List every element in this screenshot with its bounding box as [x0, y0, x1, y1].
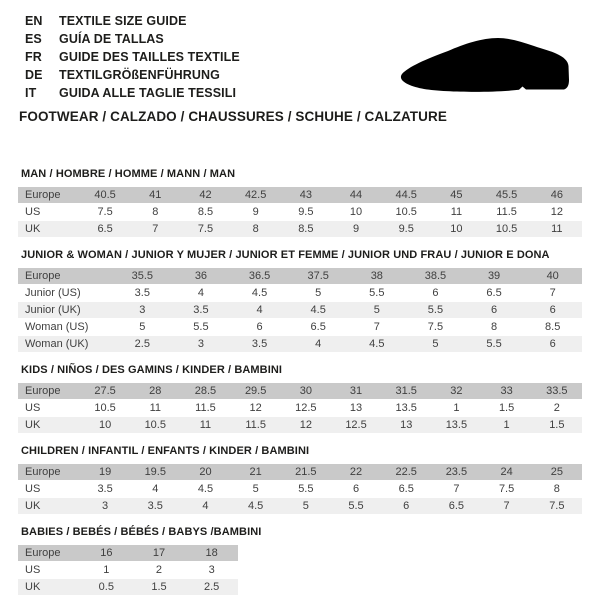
size-value: 6 — [523, 336, 582, 353]
size-value: 5 — [281, 498, 331, 515]
size-value: 2 — [532, 400, 582, 417]
row-label: US — [18, 204, 80, 221]
size-value: 12 — [231, 400, 281, 417]
size-table-children — [18, 464, 582, 515]
size-value: 20 — [180, 464, 230, 481]
size-value: 9 — [331, 221, 381, 238]
row-label: UK — [18, 221, 80, 238]
size-table-man — [18, 187, 582, 238]
table-row-europe — [18, 545, 238, 562]
size-value: 5 — [231, 481, 281, 498]
row-label: UK — [18, 579, 80, 596]
size-value: 7 — [523, 285, 582, 302]
size-value: 5.5 — [406, 302, 465, 319]
size-value: 2 — [133, 562, 186, 579]
size-value: 6 — [331, 481, 381, 498]
size-value: 6.5 — [431, 498, 481, 515]
language-row-fr — [25, 48, 240, 66]
size-value: 11.5 — [231, 417, 281, 434]
size-value: 4.5 — [231, 498, 281, 515]
table-row-uk — [18, 498, 582, 515]
size-value: 7.5 — [406, 319, 465, 336]
size-value: 8.5 — [281, 221, 331, 238]
size-value: 4 — [172, 285, 231, 302]
size-value: 5 — [289, 285, 348, 302]
size-value: 45 — [431, 187, 481, 204]
size-value: 4 — [180, 498, 230, 515]
size-value: 38.5 — [406, 268, 465, 285]
table-row-us — [18, 562, 238, 579]
size-value: 5 — [113, 319, 172, 336]
size-value: 12 — [532, 204, 582, 221]
section-man — [18, 168, 582, 238]
size-value: 40 — [523, 268, 582, 285]
size-value: 8.5 — [180, 204, 230, 221]
language-row-de — [25, 66, 240, 84]
language-row-en — [25, 12, 240, 30]
size-value: 3 — [185, 562, 238, 579]
size-value: 25 — [532, 464, 582, 481]
section-junior-woman — [18, 249, 582, 353]
size-value: 44.5 — [381, 187, 431, 204]
size-value: 7 — [130, 221, 180, 238]
category-title: FOOTWEAR / CALZADO / CHAUSSURES / SCHUHE / CALZATURE — [19, 109, 447, 124]
size-value: 8 — [532, 481, 582, 498]
size-value: 3 — [80, 498, 130, 515]
size-value: 24 — [482, 464, 532, 481]
size-value: 5.5 — [281, 481, 331, 498]
size-value: 28.5 — [180, 383, 230, 400]
language-code: ES — [25, 32, 42, 46]
section-babies — [18, 526, 582, 596]
size-value: 11 — [180, 417, 230, 434]
size-value: 5 — [406, 336, 465, 353]
size-value: 6 — [230, 319, 289, 336]
size-value: 13 — [331, 400, 381, 417]
size-value: 42.5 — [231, 187, 281, 204]
size-value: 5.5 — [465, 336, 524, 353]
size-value: 1 — [431, 400, 481, 417]
size-value: 10.5 — [482, 221, 532, 238]
size-value: 21.5 — [281, 464, 331, 481]
size-value: 8.5 — [523, 319, 582, 336]
language-row-it — [25, 84, 240, 102]
row-label: Europe — [18, 187, 80, 204]
size-value: 12.5 — [331, 417, 381, 434]
size-value: 35.5 — [113, 268, 172, 285]
size-value: 4.5 — [348, 336, 407, 353]
size-value: 6.5 — [289, 319, 348, 336]
size-value: 31 — [331, 383, 381, 400]
size-value: 39 — [465, 268, 524, 285]
row-label: Europe — [18, 545, 80, 562]
table-row-europe — [18, 268, 582, 285]
size-value: 43 — [281, 187, 331, 204]
size-value: 11 — [431, 204, 481, 221]
size-value: 4.5 — [230, 285, 289, 302]
size-value: 22.5 — [381, 464, 431, 481]
size-value: 3.5 — [80, 481, 130, 498]
section-title-babies: BABIES / BEBÉS / BÉBÉS / BABYS /BAMBINI — [21, 526, 262, 538]
size-value: 9.5 — [281, 204, 331, 221]
size-value: 1.5 — [532, 417, 582, 434]
shoe-silhouette — [401, 38, 569, 92]
size-value: 1.5 — [482, 400, 532, 417]
size-value: 37.5 — [289, 268, 348, 285]
row-label: Europe — [18, 464, 80, 481]
row-label: Europe — [18, 383, 80, 400]
size-value: 0.5 — [80, 579, 133, 596]
size-value: 6.5 — [80, 221, 130, 238]
table-row-uk — [18, 221, 582, 238]
size-value: 29.5 — [231, 383, 281, 400]
size-table-junior-woman — [18, 268, 582, 353]
size-value: 18 — [185, 545, 238, 562]
row-label: UK — [18, 417, 80, 434]
size-value: 2.5 — [185, 579, 238, 596]
size-value: 10.5 — [130, 417, 180, 434]
table-row-woman-us- — [18, 319, 582, 336]
size-value: 7 — [482, 498, 532, 515]
size-value: 3 — [172, 336, 231, 353]
size-value: 36 — [172, 268, 231, 285]
size-value: 5.5 — [348, 285, 407, 302]
size-value: 6 — [406, 285, 465, 302]
table-row-woman-uk- — [18, 336, 582, 353]
size-value: 23.5 — [431, 464, 481, 481]
language-row-es — [25, 30, 240, 48]
size-value: 8 — [231, 221, 281, 238]
size-value: 7.5 — [482, 481, 532, 498]
row-label: Woman (UK) — [18, 336, 113, 353]
size-value: 11 — [532, 221, 582, 238]
size-value: 42 — [180, 187, 230, 204]
size-value: 31.5 — [381, 383, 431, 400]
size-value: 13.5 — [381, 400, 431, 417]
section-kids — [18, 364, 582, 434]
size-value: 21 — [231, 464, 281, 481]
size-value: 11.5 — [180, 400, 230, 417]
size-value: 4.5 — [180, 481, 230, 498]
size-value: 7.5 — [180, 221, 230, 238]
size-value: 7 — [348, 319, 407, 336]
size-value: 11.5 — [482, 204, 532, 221]
size-value: 41 — [130, 187, 180, 204]
size-value: 7.5 — [532, 498, 582, 515]
size-value: 12 — [281, 417, 331, 434]
size-table-babies — [18, 545, 238, 596]
size-value: 13 — [381, 417, 431, 434]
size-value: 10 — [431, 221, 481, 238]
size-value: 8 — [465, 319, 524, 336]
size-value: 5.5 — [331, 498, 381, 515]
size-value: 5 — [348, 302, 407, 319]
size-value: 4 — [230, 302, 289, 319]
size-value: 1 — [80, 562, 133, 579]
size-value: 19.5 — [130, 464, 180, 481]
row-label: Europe — [18, 268, 113, 285]
size-value: 10 — [80, 417, 130, 434]
size-value: 16 — [80, 545, 133, 562]
row-label: Junior (US) — [18, 285, 113, 302]
size-value: 8 — [130, 204, 180, 221]
size-value: 44 — [331, 187, 381, 204]
size-value: 28 — [130, 383, 180, 400]
table-row-uk — [18, 579, 238, 596]
size-value: 3.5 — [230, 336, 289, 353]
language-label: GUIDA ALLE TAGLIE TESSILI — [59, 86, 237, 100]
row-label: US — [18, 562, 80, 579]
size-value: 7 — [431, 481, 481, 498]
row-label: US — [18, 481, 80, 498]
section-title-junior-woman: JUNIOR & WOMAN / JUNIOR Y MUJER / JUNIOR ET FEMME / JUNIOR UND FRAU / JUNIOR E DONA — [21, 249, 550, 261]
section-children — [18, 445, 582, 515]
size-value: 33 — [482, 383, 532, 400]
size-value: 3 — [113, 302, 172, 319]
size-value: 30 — [281, 383, 331, 400]
language-label: GUIDE DES TAILLES TEXTILE — [59, 50, 240, 64]
row-label: Woman (US) — [18, 319, 113, 336]
row-label: US — [18, 400, 80, 417]
size-value: 6.5 — [381, 481, 431, 498]
size-value: 46 — [532, 187, 582, 204]
size-value: 2.5 — [113, 336, 172, 353]
size-value: 17 — [133, 545, 186, 562]
size-value: 4 — [289, 336, 348, 353]
table-row-junior-us- — [18, 285, 582, 302]
table-row-junior-uk- — [18, 302, 582, 319]
language-code: DE — [25, 68, 43, 82]
size-value: 6 — [523, 302, 582, 319]
section-title-kids: KIDS / NIÑOS / DES GAMINS / KINDER / BAMBINI — [21, 364, 283, 376]
size-value: 4.5 — [289, 302, 348, 319]
size-value: 10.5 — [381, 204, 431, 221]
size-value: 33.5 — [532, 383, 582, 400]
language-code: IT — [25, 86, 37, 100]
size-value: 38 — [348, 268, 407, 285]
size-value: 6 — [381, 498, 431, 515]
size-value: 27.5 — [80, 383, 130, 400]
size-value: 10.5 — [80, 400, 130, 417]
language-title-block — [25, 12, 240, 102]
size-value: 9 — [231, 204, 281, 221]
size-value: 7.5 — [80, 204, 130, 221]
size-value: 3.5 — [113, 285, 172, 302]
table-row-europe — [18, 187, 582, 204]
language-label: GUÍA DE TALLAS — [59, 32, 164, 46]
size-value: 36.5 — [230, 268, 289, 285]
size-value: 13.5 — [431, 417, 481, 434]
language-code: FR — [25, 50, 42, 64]
size-sections — [18, 168, 582, 600]
size-value: 19 — [80, 464, 130, 481]
table-row-us — [18, 204, 582, 221]
size-value: 3.5 — [130, 498, 180, 515]
size-value: 1 — [482, 417, 532, 434]
size-table-kids — [18, 383, 582, 434]
size-value: 40.5 — [80, 187, 130, 204]
row-label: UK — [18, 498, 80, 515]
size-value: 5.5 — [172, 319, 231, 336]
table-row-uk — [18, 417, 582, 434]
size-value: 10 — [331, 204, 381, 221]
section-title-children: CHILDREN / INFANTIL / ENFANTS / KINDER / BAMBINI — [21, 445, 310, 457]
size-value: 6.5 — [465, 285, 524, 302]
table-row-europe — [18, 383, 582, 400]
table-row-us — [18, 400, 582, 417]
size-value: 9.5 — [381, 221, 431, 238]
table-row-europe — [18, 464, 582, 481]
section-title-man: MAN / HOMBRE / HOMME / MANN / MAN — [21, 168, 236, 180]
language-label: TEXTILGRÖßENFÜHRUNG — [59, 68, 220, 82]
size-value: 1.5 — [133, 579, 186, 596]
size-value: 32 — [431, 383, 481, 400]
language-code: EN — [25, 14, 43, 28]
size-value: 3.5 — [172, 302, 231, 319]
size-value: 6 — [465, 302, 524, 319]
size-value: 4 — [130, 481, 180, 498]
table-row-us — [18, 481, 582, 498]
size-value: 12.5 — [281, 400, 331, 417]
language-label: TEXTILE SIZE GUIDE — [59, 14, 187, 28]
size-value: 11 — [130, 400, 180, 417]
size-value: 22 — [331, 464, 381, 481]
size-value: 45.5 — [482, 187, 532, 204]
row-label: Junior (UK) — [18, 302, 113, 319]
dress-shoe-icon — [398, 30, 576, 96]
